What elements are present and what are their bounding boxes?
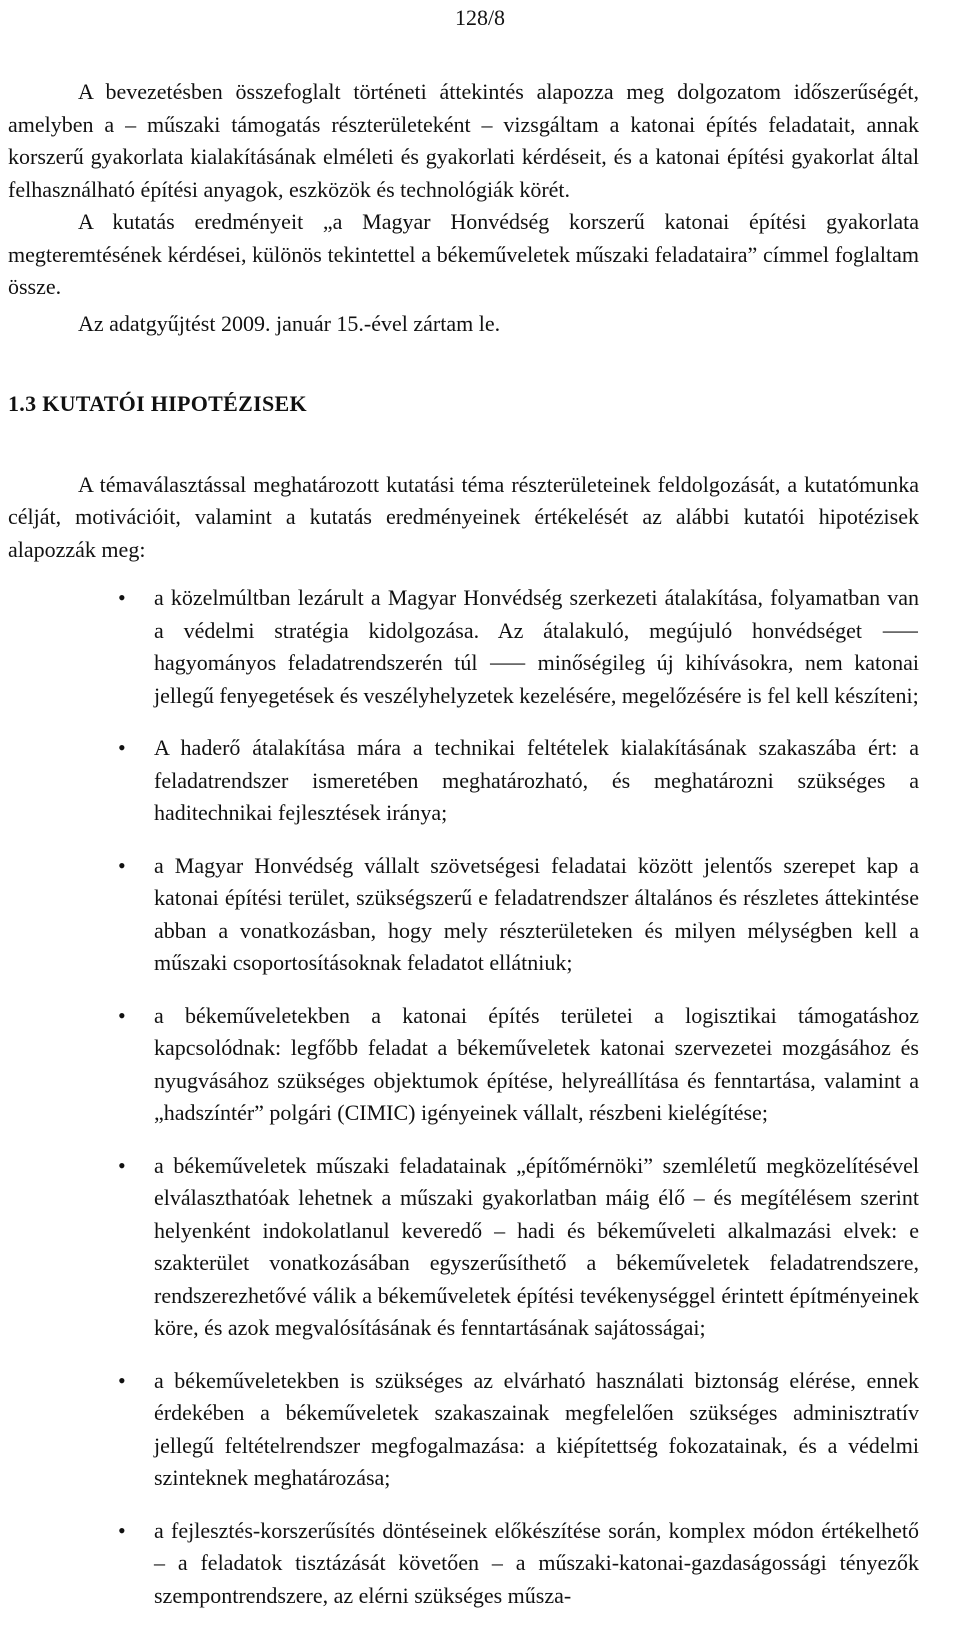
- hypothesis-item: [8, 850, 919, 980]
- hypotheses-intro: A témaválasztással meghatározott kutatási téma részterületeinek feldolgozását, a kutatómunka célját, motivációit, valamint a kutatás eredményeinek értékelését az alábbi kutatói hipotézisek alapozzák meg:: [8, 471, 919, 562]
- intro-paragraph: A bevezetésben összefoglalt történeti áttekintés alapozza meg dolgozatom időszerűségét, amelyben a – műszaki támogatás részterületeként – vizsgáltam a katonai építés feladatait, annak korszerű gyakorlata kialakításának elméleti és gyakorlati kérdéseit, és a katonai építési gyakorlat által felhasználható építési anyagok, eszközök és technológiák körét.: [8, 79, 919, 202]
- hypothesis-item: [8, 732, 919, 830]
- page-number: 128/8: [454, 5, 506, 30]
- hypothesis-text: a Magyar Honvédség vállalt szövetségesi feladatai között jelentős szerepet kap a katonai építési terület, szükségszerű e feladatrendszer általános és részletes áttekintése abban a vonatkozásban, hogy mely részterületeken és milyen mélységben kell a műszaki csoportosításoknak feladatot ellátniuk;: [154, 852, 919, 975]
- bullet-icon: •: [118, 1367, 126, 1393]
- hypothesis-item: [8, 1150, 919, 1345]
- hypothesis-text: a békeműveletekben a katonai építés területei a logisztikai támogatáshoz kapcsolódnak: legfőbb feladat a békeműveletek katonai szervezetei mozgásához és nyugvásához szükséges objektumok építése, helyreállítása és fenntartása, valamint a „hadszíntér” polgári (CIMIC) igényeinek vállalt, részbeni kielégítése;: [154, 1002, 919, 1125]
- hypothesis-text: A haderő átalakítása mára a technikai feltételek kialakításának szakaszába ért: a feladatrendszer ismeretében meghatározható, és meghatározni szükséges a haditechnikai fejlesztések iránya;: [154, 735, 919, 825]
- hypothesis-item: [8, 1365, 919, 1495]
- hypothesis-text: a békeműveletek műszaki feladatainak „építőmérnöki” szemléletű megközelítésével elválaszthatóak lehetnek a műszaki gyakorlatban máig élő – és megítélésem szerint helyenként indokolatlanul keveredő – hadi és békeműveleti alkalmazási elvek: e szakterület vonatkozásában egyszerűsíthető a békeműveletek feladatrendszere, rendszerezhetővé válik a békeműveletek építési tevékenységgel érintett építményeinek köre, és azok megvalósításának és fenntartásának sajátosságai;: [154, 1152, 919, 1340]
- section-heading: 1.3 KUTATÓI HIPOTÉZISEK: [8, 391, 307, 416]
- document-body: [8, 76, 919, 1632]
- hypothesis-text: a békeműveletekben is szükséges az elvárható használati biztonság elérése, ennek érdekében a békeműveletek szakaszainak megfelelően szükséges adminisztratív jellegű feltételrendszer megfogalmazása: a kiépítettség fokozatainak, és a védelmi szinteknek meghatározása;: [154, 1367, 919, 1490]
- data-collection-line: Az adatgyűjtést 2009. január 15.-ével zártam le.: [78, 310, 501, 336]
- bullet-icon: •: [118, 735, 126, 760]
- bullet-icon: •: [118, 1517, 126, 1543]
- hypothesis-item: [8, 582, 919, 712]
- bullet-icon: •: [118, 1002, 126, 1028]
- results-paragraph: A kutatás eredményeit „a Magyar Honvédség korszerű katonai építési gyakorlata megteremtésének kérdései, különös tekintettel a békeműveletek műszaki feladataira” címmel foglaltam össze.: [8, 209, 919, 299]
- hypothesis-text: a közelmúltban lezárult a Magyar Honvédség szerkezeti átalakítása, folyamatban van a védelmi stratégia kidolgozása. Az átalakuló, megújuló honvédséget ⸺ hagyományos feladatrendszerén túl ⸺ minőségileg új kihívásokra, nem katonai jellegű fenyegetések és veszélyhelyzetek kezelésére, megelőzésére is fel kell készíteni;: [154, 585, 919, 708]
- bullet-icon: •: [118, 585, 126, 610]
- hypothesis-item: [8, 1515, 919, 1613]
- bullet-icon: •: [118, 852, 126, 878]
- hypothesis-text: a fejlesztés-korszerűsítés döntéseinek előkészítése során, komplex módon értékelhető – a feladatok tisztázását követően – a műszaki-katonai-gazdaságossági tényezők szempontrendszere, az elérni szükséges műsza-: [154, 1517, 919, 1608]
- bullet-icon: •: [118, 1152, 126, 1178]
- hypotheses-list: [8, 582, 919, 1612]
- hypothesis-item: [8, 1000, 919, 1130]
